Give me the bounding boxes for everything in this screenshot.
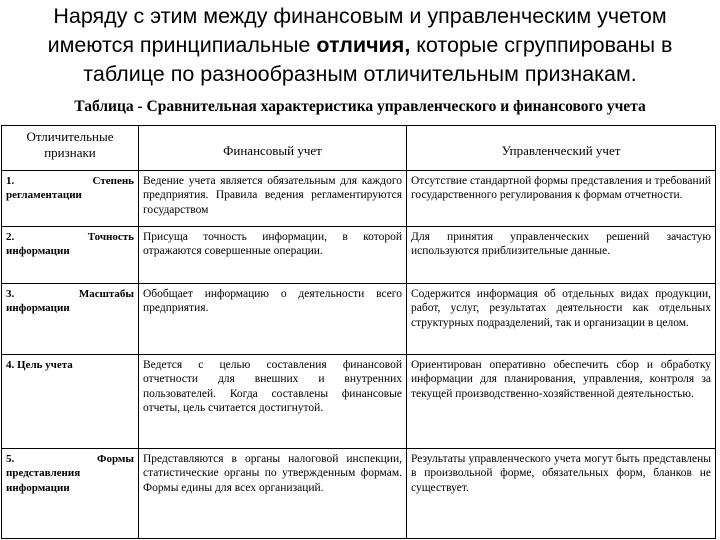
intro-emphasis: отличия,	[316, 33, 411, 57]
comparison-table	[1, 125, 716, 539]
intro-line-2-start: имеются принципиальные	[47, 33, 317, 57]
intro-line-2-end: которые сгруппированы в	[410, 33, 673, 57]
managerial-cell: Результаты управленческого учета могут быть представлены в произвольной форме, обязательных форм, бланков не существует.	[407, 449, 716, 539]
feature-label: 4. Цель учета	[6, 359, 73, 371]
managerial-cell: Содержится информация об отдельных видах продукции, работ, услуг, результатах деятельности как отдельных структурных подразделений, так и организации в целом.	[407, 284, 716, 355]
feature-label-cont: представления информации	[6, 467, 81, 494]
intro-paragraph	[10, 2, 710, 89]
feature-cell	[2, 227, 139, 284]
financial-cell: Представляются в органы налоговой инспекции, статистические органы по утвержденным формам. Формы едины для всех организаций.	[139, 449, 407, 539]
intro-line-3: таблице по разнообразным отличительным признакам.	[83, 62, 637, 86]
feature-label: 3. Масштабы	[6, 288, 134, 300]
feature-label-cont: регламентации	[6, 189, 82, 202]
financial-cell: Ведется с целью составления финансовой отчетности для внешних и внутренних пользователей. Когда составлены финансовые отчеты, цель считается достигнутой.	[139, 355, 407, 449]
table-caption: Таблица - Сравнительная характеристика управленческого и финансового учета	[74, 98, 646, 115]
feature-label-cont: информации	[6, 245, 70, 258]
feature-label: 2. Точность	[6, 231, 134, 243]
table-header-row	[2, 126, 716, 171]
intro-line-2	[10, 31, 710, 60]
header-financial: Финансовый учет	[139, 126, 407, 171]
feature-cell	[2, 171, 139, 227]
feature-cell	[2, 284, 139, 355]
managerial-cell: Отсутствие стандартной формы представления и требований государственного регулирования к формам отчетности.	[407, 171, 716, 227]
financial-cell: Ведение учета является обязательным для каждого предприятия. Правила ведения регламентируются государством	[139, 171, 407, 227]
managerial-cell: Для принятия управленческих решений зачастую используются приблизительные данные.	[407, 227, 716, 284]
feature-cell	[2, 355, 139, 449]
table-row	[2, 171, 716, 227]
feature-label: 5. Формы	[6, 453, 134, 465]
managerial-cell: Ориентирован оперативно обеспечить сбор и обработку информации для планирования, управления, контроля за текущей производственно-хозяйственной деятельностью.	[407, 355, 716, 449]
table-row	[2, 449, 716, 539]
intro-line-1: Наряду с этим между финансовым и управленческим учетом	[53, 4, 667, 28]
feature-label-cont: информации	[6, 302, 70, 315]
header-managerial: Управленческий учет	[407, 126, 716, 171]
feature-label: 1. Степень	[6, 175, 134, 187]
header-features: Отличительные признаки	[2, 126, 139, 171]
table-row	[2, 227, 716, 284]
table-row	[2, 355, 716, 449]
financial-cell: Присуща точность информации, в которой отражаются совершенные операции.	[139, 227, 407, 284]
feature-cell	[2, 449, 139, 539]
table-row	[2, 284, 716, 355]
financial-cell: Обобщает информацию о деятельности всего предприятия.	[139, 284, 407, 355]
